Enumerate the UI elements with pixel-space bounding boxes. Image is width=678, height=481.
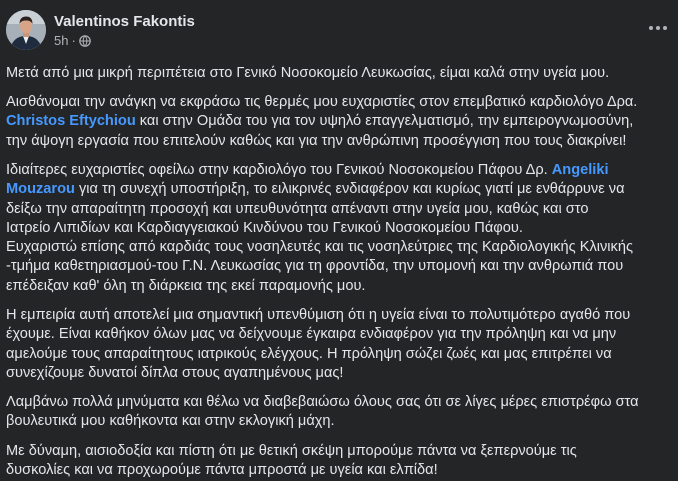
post-text [6,64,672,481]
post-text-segment: δυσκολίες και να προχωρούμε πάντα μπροστά με υγεία και ελπίδα! [6,461,438,478]
post-text-segment: -τμήμα καθετηριασμού-του Γ.Ν. Λευκωσίας για τη φροντίδα, την υπομονή και την ανθρωπιά που [6,258,624,275]
post-text-segment: βουλευτικά μου καθήκοντα και στην εκλογική μάχη. [6,413,335,430]
post-text-segment: Ιδιαίτερες ευχαριστίες οφείλω στην καρδιολόγο του Γενικού Νοσοκομείου Πάφου Δρ. [6,161,552,178]
mention-link[interactable]: Mouzarou [6,181,75,198]
more-options-icon[interactable] [644,18,672,38]
post-text-segment: έχουμε. Είναι καθήκον όλων μας να δείχνουμε έγκαιρα ενδιαφέρον για την πρόληψη και να μην [6,326,617,343]
post-text-segment: Με δύναμη, αισιοδοξία και πίστη ότι με θετική σκέψη μπορούμε πάντα να ξεπερνούμε τις [6,442,577,459]
mention-link[interactable]: Christos Eftychiou [6,113,136,130]
post-paragraph [6,64,672,83]
author-name[interactable]: Valentinos Fakontis [54,13,195,30]
post-text-segment: για τη συνεχή υποστήριξη, το ειλικρινές ενδιαφέρον και κυρίως γιατί με ενθάρρυνε να [74,181,625,198]
post-text-segment: Η εμπειρία αυτή αποτελεί μια σημαντική υπενθύμιση ότι η υγεία είναι το πολυτιμότερο αγαθό που [6,306,631,323]
profile-photo [6,10,46,50]
post-text-segment: Ευχαριστώ επίσης από καρδιάς τους νοσηλευτές και τις νοσηλεύτριες της Καρδιολογικής Κλινικής [6,239,633,256]
post-text-segment: Μετά από μια μικρή περιπέτεια στο Γενικό Νοσοκομείο Λευκωσίας, είμαι καλά στην υγεία μου. [6,65,610,81]
post-paragraph [6,306,672,383]
post-paragraph [6,93,672,151]
post-text-segment: Αισθάνομαι την ανάγκη να εκφράσω τις θερμές μου ευχαριστίες στον επεμβατικό καρδιολόγο Δρα. [6,94,638,111]
post-text-segment: συνεχίζουμε δυνατοί δίπλα στους αγαπημένους μας! [6,364,344,381]
globe-icon[interactable] [79,35,91,47]
post-text-segment: Ιατρείο Λιπιδίων και Καρδιαγγειακού Κινδύνου του Γενικού Νοσοκομείου Πάφου. [6,219,523,236]
post-text-segment: και στην Ομάδα του για τον υψηλό επαγγελματισμό, την εμπειρογνωμοσύνη, [135,113,634,130]
mention-link[interactable]: Angeliki [551,161,609,178]
post-text-segment: Λαμβάνω πολλά μηνύματα και θέλω να διαβεβαιώσω όλους σας ότι σε λίγες μέρες επιστρέφω στα [6,394,639,411]
post-text-segment: αμελούμε τους απαραίτητους ιατρικούς ελέγχους. Η πρόληψη σώζει ζωές και μας επιτρέπει να [6,345,612,362]
avatar[interactable] [6,10,46,50]
post-paragraph [6,393,672,432]
post-header [0,0,678,60]
post-paragraph [6,161,672,296]
post-timestamp[interactable]: 5h [54,33,69,48]
post-text-segment: την άψογη εργασία που επιτελούν καθώς και για την ανθρώπινη προσέγγιση που τους διακρίνει! [6,132,627,149]
post-text-segment: επέδειξαν καθ' όλη τη διάρκεια της εκεί παραμονής μου. [6,277,366,294]
post-paragraph [6,442,672,481]
meta-separator: · [71,33,76,48]
post-text-segment: δείξω την απαραίτητη προσοχή και υπευθυνότητα απέναντι στην υγεία μου, καθώς και στο [6,200,589,217]
post-meta [54,33,91,48]
